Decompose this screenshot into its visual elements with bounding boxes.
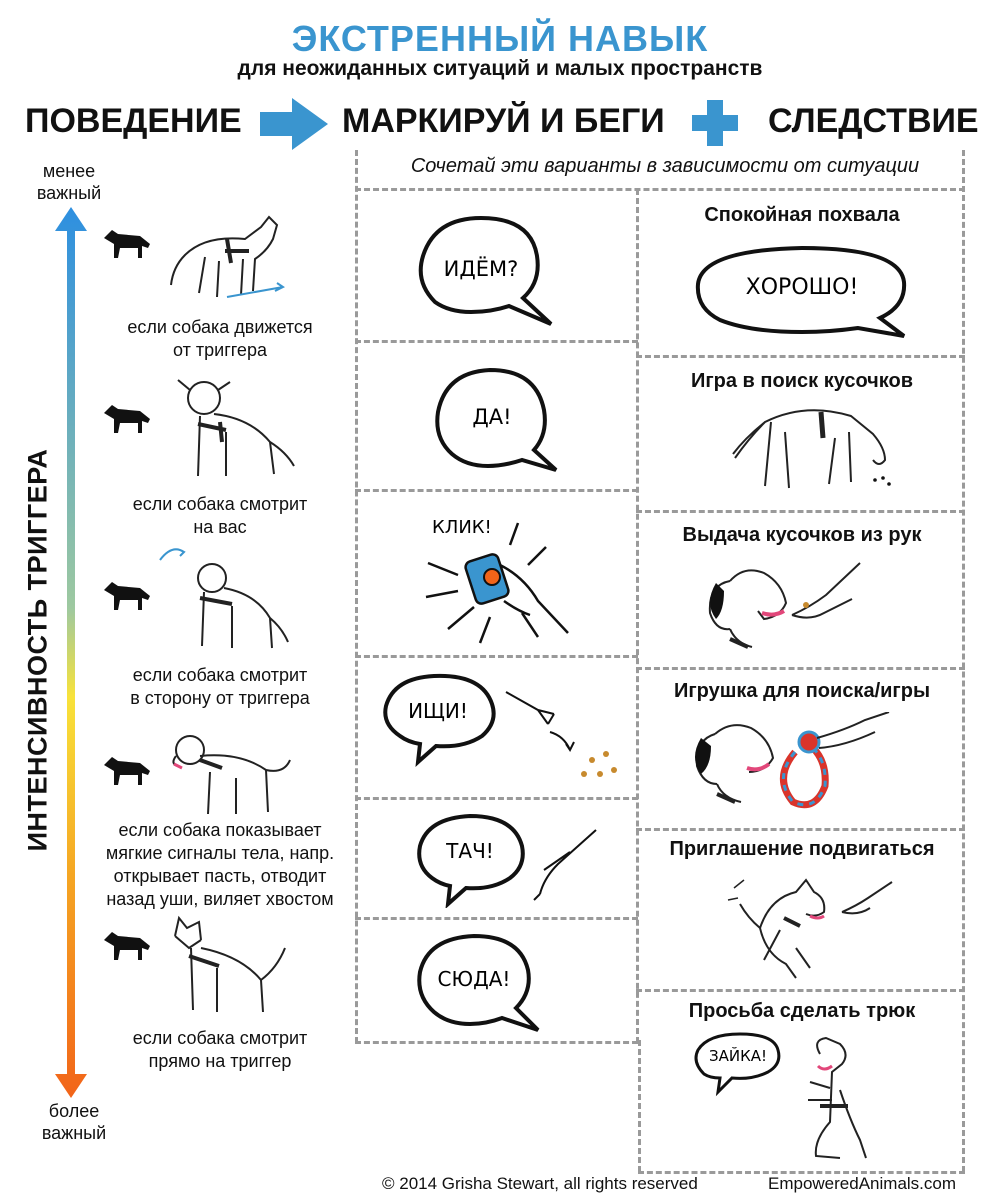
consequence-title-trick: Просьба сделать трюк bbox=[688, 1000, 916, 1022]
marker-word: КЛИК! bbox=[432, 517, 492, 538]
clicker-illustration bbox=[418, 505, 598, 650]
consequence-title-calm-praise: Спокойная похвала bbox=[704, 204, 900, 226]
infographic-subtitle: для неожиданных ситуаций и малых пространств bbox=[237, 57, 763, 80]
speech-bubble-come-here bbox=[412, 930, 547, 1035]
dog-soft-signals-icon bbox=[160, 722, 300, 822]
dog-looking-at-you-icon bbox=[170, 372, 300, 482]
axis-bottom-label: более важный bbox=[41, 1101, 107, 1143]
find-it-illustration bbox=[378, 670, 628, 785]
dog-walking-away-icon bbox=[165, 205, 295, 305]
speech-bubble-yes bbox=[430, 362, 565, 474]
consequence-title-toy: Игрушка для поиска/игры bbox=[673, 680, 931, 702]
speech-bubble-good bbox=[690, 240, 920, 340]
column-heading-consequence: СЛЕДСТВИЕ bbox=[768, 102, 979, 140]
dog-with-toy-icon bbox=[685, 712, 895, 812]
small-dog-silhouette-icon bbox=[98, 572, 154, 614]
small-dog-silhouette-icon bbox=[98, 220, 154, 262]
column-heading-behavior: ПОВЕДЕНИЕ bbox=[25, 102, 242, 140]
axis-top-label: менее важный bbox=[36, 161, 102, 203]
axis-vertical-label: ИНТЕНСИВНОСТЬ ТРИГГЕРА bbox=[22, 448, 53, 852]
behavior-label-moves-away: если собака движется от триггера bbox=[127, 317, 313, 360]
dog-eating-from-hand-icon bbox=[700, 555, 870, 655]
trick-word: ЗАЙКА! bbox=[708, 1047, 768, 1065]
marker-word: ТАЧ! bbox=[446, 839, 494, 863]
dog-sniffing-treats-icon bbox=[725, 398, 905, 498]
marker-word: ИДЁМ? bbox=[443, 257, 519, 281]
small-dog-silhouette-icon bbox=[98, 922, 154, 964]
consequence-title-invite-movement: Приглашение подвигаться bbox=[669, 838, 935, 860]
behavior-label-stares-at-trigger: если собака смотрит прямо на триггер bbox=[132, 1028, 308, 1071]
speech-bubble-lets-go bbox=[415, 212, 565, 327]
behavior-label-soft-signals: если собака показывает мягкие сигналы тела, напр. открывает пасть, отводит назад уши, виляет хвостом bbox=[105, 820, 335, 909]
combine-note: Сочетай эти варианты в зависимости от ситуации bbox=[410, 155, 920, 177]
arrow-right-icon bbox=[258, 96, 330, 152]
footer-copyright: © 2014 Grisha Stewart, all rights reserved bbox=[382, 1174, 698, 1193]
marker-word: СЮДА! bbox=[437, 967, 511, 991]
small-dog-silhouette-icon bbox=[98, 747, 154, 789]
infographic-title: ЭКСТРЕННЫЙ НАВЫК bbox=[291, 18, 709, 59]
praise-word: ХОРОШО! bbox=[745, 275, 859, 300]
consequence-title-hand-feeding: Выдача кусочков из рук bbox=[682, 524, 922, 546]
footer-website-link[interactable]: EmpoweredAnimals.com bbox=[768, 1174, 957, 1193]
plus-icon bbox=[690, 98, 740, 148]
marker-word: ИЩИ! bbox=[408, 699, 468, 723]
dog-jumping-icon bbox=[720, 868, 900, 983]
dog-looking-away-icon bbox=[152, 542, 292, 654]
marker-word: ДА! bbox=[472, 405, 512, 429]
small-dog-silhouette-icon bbox=[98, 395, 154, 437]
dog-doing-trick-icon bbox=[690, 1030, 890, 1165]
behavior-label-looks-away: если собака смотрит в сторону от триггера bbox=[130, 665, 310, 708]
column-heading-mark-and-run: МАРКИРУЙ И БЕГИ bbox=[342, 102, 665, 140]
touch-illustration bbox=[410, 808, 620, 908]
consequence-title-treat-search: Игра в поиск кусочков bbox=[690, 370, 914, 392]
behavior-label-looks-at-you: если собака смотрит на вас bbox=[132, 494, 308, 537]
dog-staring-at-trigger-icon bbox=[165, 908, 295, 1020]
